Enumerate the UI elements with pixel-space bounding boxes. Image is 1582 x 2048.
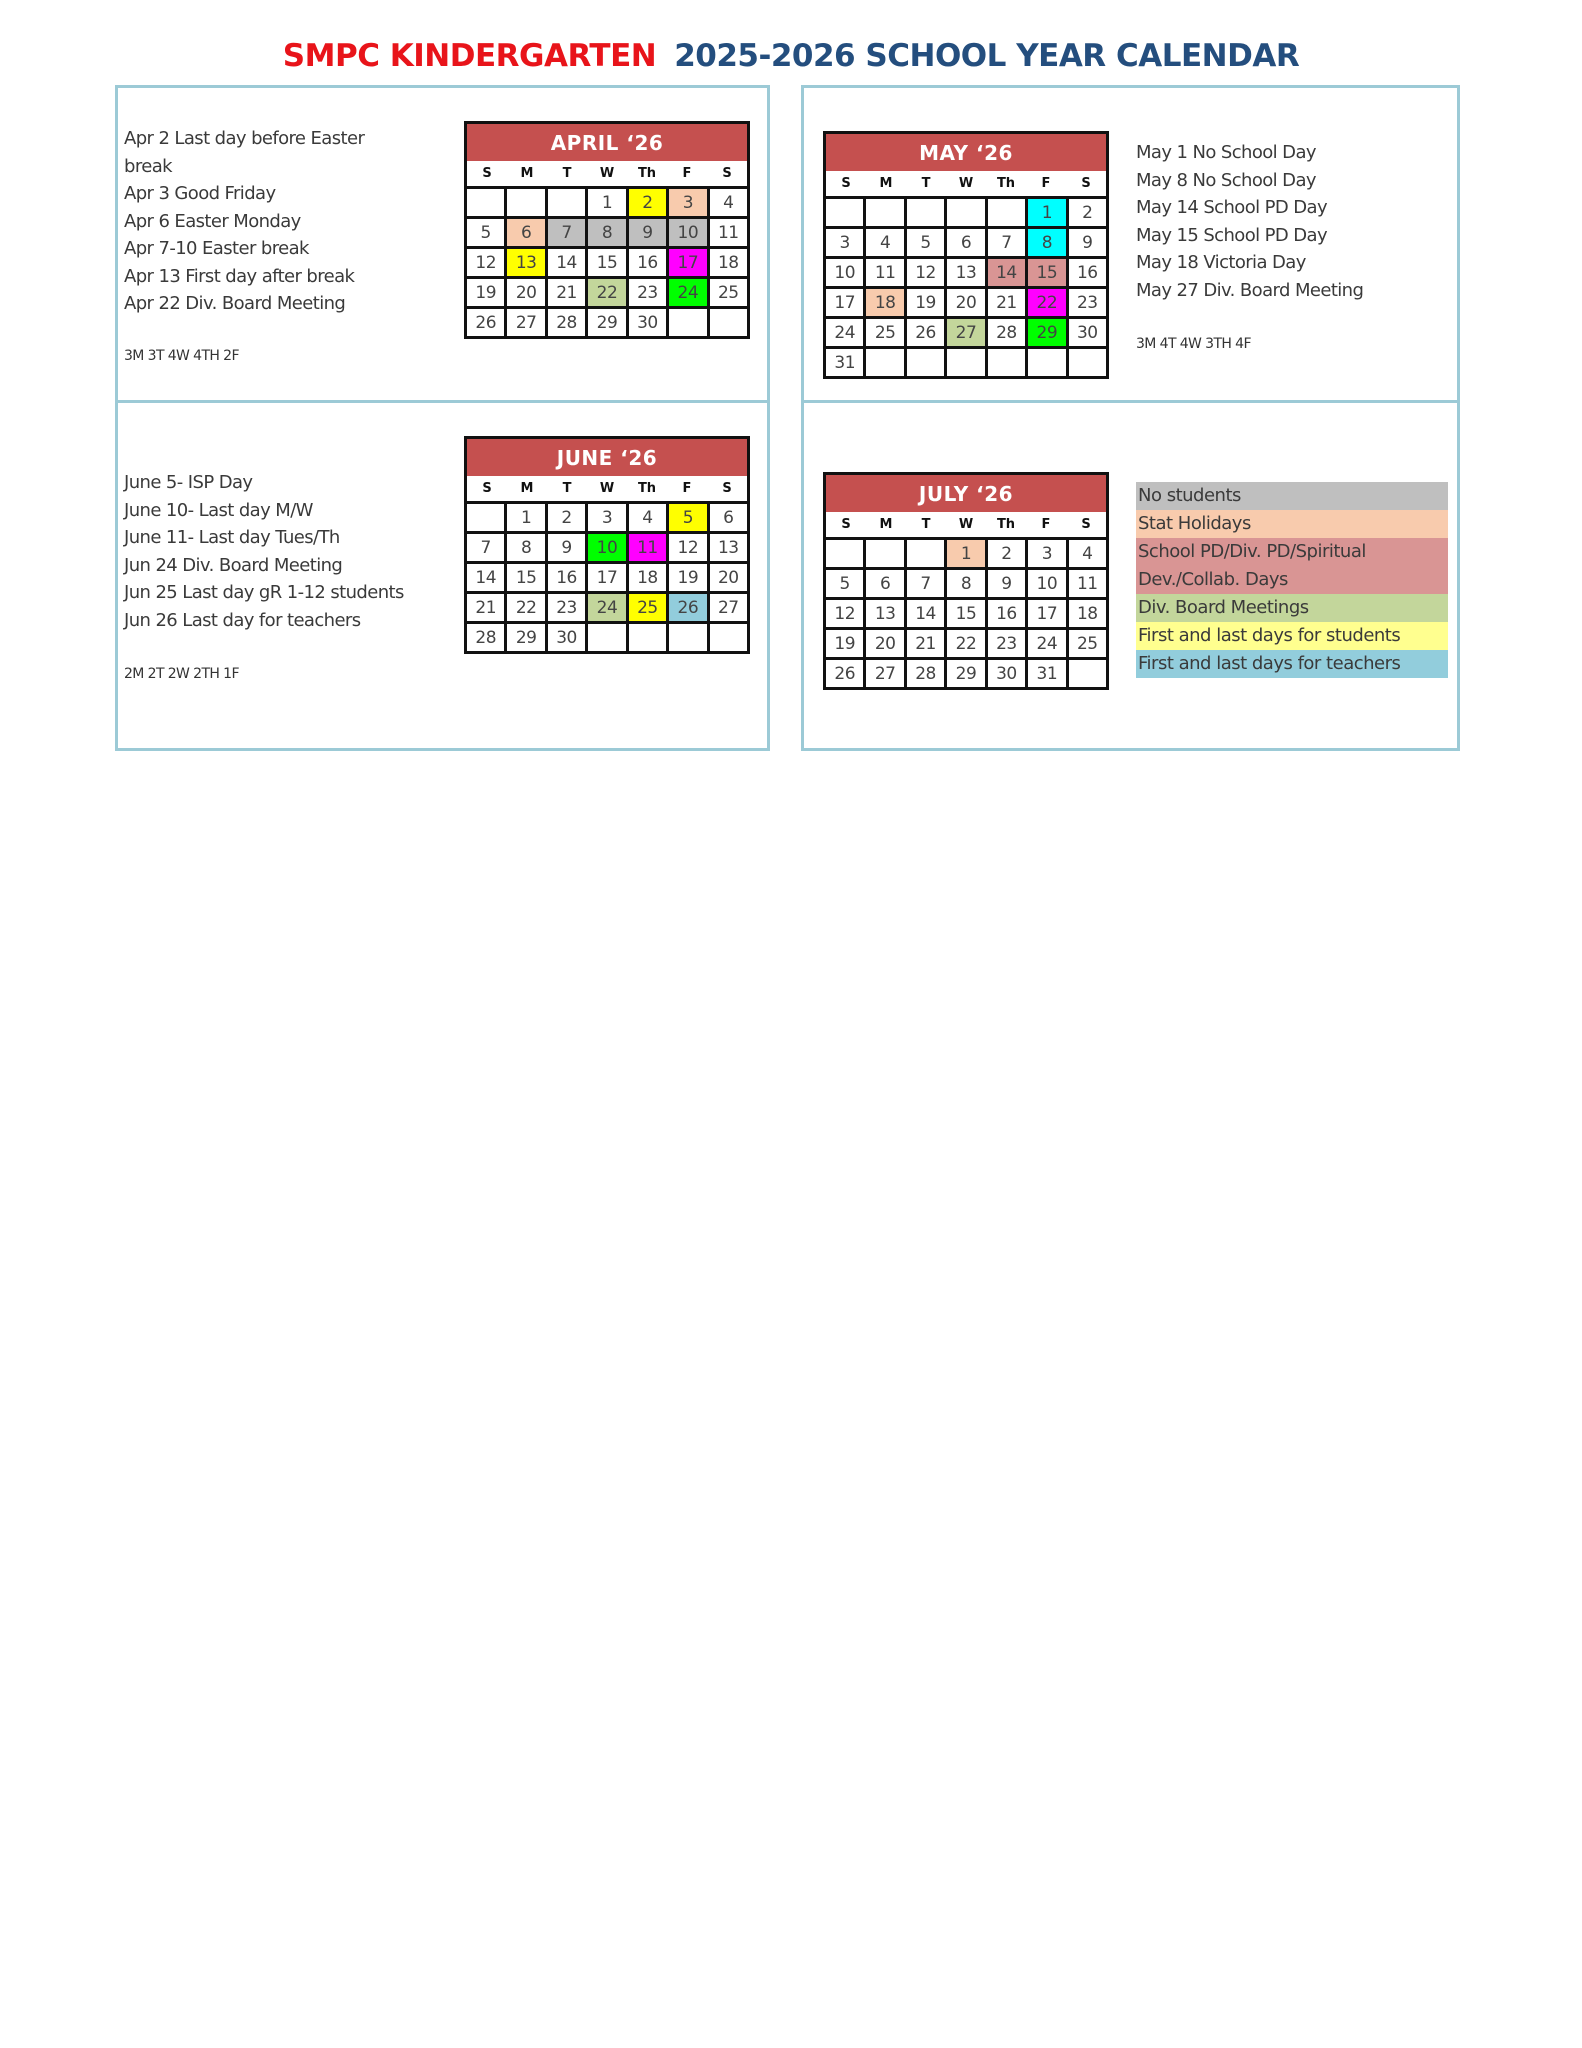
note-item: May 15 School PD Day [1136,224,1328,246]
day-cell: 31 [826,349,863,376]
weekday-label: Th [637,166,657,181]
weekday-label: Th [996,517,1016,532]
day-cell: 22 [588,279,625,306]
weekday-label: W [958,176,974,191]
day-cell: 10 [826,259,863,286]
day-cell: 20 [947,289,984,316]
day-cell: 31 [1028,660,1065,687]
color-legend [1136,482,1448,678]
day-cell: 23 [629,279,666,306]
note-item: May 1 No School Day [1136,142,1316,163]
day-cell: 14 [988,259,1025,286]
day-cell: 25 [1069,630,1106,657]
day-cell: 18 [866,289,903,316]
may-notes [1136,139,1363,304]
day-cell: 7 [907,570,944,597]
day-cell: 29 [947,660,984,687]
empty-day-cell [669,309,706,336]
weekday-label: M [879,176,893,191]
weekday-label: Th [637,481,657,496]
empty-day-cell [907,540,944,567]
day-cell: 6 [710,504,747,531]
empty-day-cell [907,349,944,376]
note-item: Apr 3 Good Friday [124,183,276,204]
empty-day-cell [669,624,706,651]
weekday-label: S [482,166,492,181]
day-cell: 13 [710,534,747,561]
day-cell: 16 [1069,259,1106,286]
day-cell: 1 [588,189,625,216]
empty-day-cell [629,624,666,651]
day-cell: 4 [710,189,747,216]
day-cell: 15 [947,600,984,627]
june-notes [124,469,404,634]
day-cell: 18 [629,564,666,591]
day-cell: 5 [907,229,944,256]
title-calendar-year: 2025-2026 SCHOOL YEAR CALENDAR [674,38,1300,74]
empty-day-cell [710,309,747,336]
weekday-label: F [682,166,692,181]
day-cell: 16 [629,249,666,276]
weekday-header [467,161,747,186]
day-cell: 5 [826,570,863,597]
weekday-label: W [958,517,974,532]
day-cell: 30 [1069,319,1106,346]
weekday-label: M [520,166,534,181]
day-cell: 12 [467,249,504,276]
day-cell: 15 [588,249,625,276]
note-item: Jun 26 Last day for teachers [124,609,361,631]
day-cell: 10 [669,219,706,246]
note-item: May 8 No School Day [1136,169,1316,191]
note-item: June 10- Last day M/W [124,499,313,521]
day-cell: 22 [1028,289,1065,316]
weekday-label: S [722,481,732,496]
day-cell: 7 [988,229,1025,256]
day-cell: 29 [1028,319,1065,346]
weekday-header [826,171,1106,196]
day-cell: 22 [507,594,544,621]
day-cell: 9 [988,570,1025,597]
day-cell: 24 [588,594,625,621]
day-cell: 1 [1028,199,1065,226]
day-cell: 13 [507,249,544,276]
day-cell: 17 [588,564,625,591]
day-cell: 1 [507,504,544,531]
day-cell: 23 [548,594,585,621]
legend-pd-days-line1: School PD/Div. PD/Spiritual [1136,538,1448,566]
weekday-header [826,512,1106,537]
note-item: May 27 Div. Board Meeting [1136,279,1364,301]
empty-day-cell [467,504,504,531]
day-grid [826,537,1106,687]
note-item: Apr 6 Easter Monday [124,210,301,232]
day-cell: 14 [467,564,504,591]
day-cell: 28 [548,309,585,336]
day-cell: 30 [988,660,1025,687]
weekday-label: F [1041,176,1051,191]
day-cell: 2 [548,504,585,531]
weekday-header [467,476,747,501]
day-cell: 3 [669,189,706,216]
day-cell: 23 [1069,289,1106,316]
note-item: June 11- Last day Tues/Th [124,527,340,548]
day-cell: 6 [947,229,984,256]
note-item: Jun 25 Last day gR 1-12 students [124,582,404,603]
weekday-label: Th [996,176,1016,191]
empty-day-cell [467,189,504,216]
day-cell: 6 [866,570,903,597]
empty-day-cell [866,349,903,376]
day-cell: 12 [907,259,944,286]
note-item: Jun 24 Div. Board Meeting [124,554,343,576]
empty-day-cell [507,189,544,216]
empty-day-cell [1028,349,1065,376]
day-cell: 28 [988,319,1025,346]
day-grid [826,196,1106,376]
day-cell: 8 [588,219,625,246]
calendar-june [464,436,750,654]
day-cell: 11 [629,534,666,561]
day-cell: 9 [548,534,585,561]
day-cell: 8 [1028,229,1065,256]
weekday-label: S [482,481,492,496]
weekday-label: T [562,481,572,496]
day-cell: 25 [629,594,666,621]
note-item: Apr 22 Div. Board Meeting [124,293,346,314]
empty-day-cell [548,189,585,216]
weekday-label: M [520,481,534,496]
day-cell: 26 [907,319,944,346]
day-cell: 16 [548,564,585,591]
day-cell: 28 [467,624,504,651]
empty-day-cell [826,199,863,226]
day-cell: 14 [907,600,944,627]
day-cell: 13 [866,600,903,627]
calendar-july [823,472,1109,690]
day-grid [467,186,747,336]
day-cell: 19 [467,279,504,306]
empty-day-cell [710,624,747,651]
weekday-label: S [841,176,851,191]
empty-day-cell [826,540,863,567]
calendar-month-title: JUNE ‘26 [467,439,747,476]
day-cell: 18 [1069,600,1106,627]
day-cell: 27 [866,660,903,687]
may-day-counts: 3M 4T 4W 3TH 4F [1136,336,1251,352]
day-cell: 3 [826,229,863,256]
day-cell: 17 [826,289,863,316]
day-cell: 5 [669,504,706,531]
empty-day-cell [866,199,903,226]
day-cell: 8 [507,534,544,561]
day-cell: 5 [467,219,504,246]
calendar-april [464,121,750,339]
day-cell: 16 [988,600,1025,627]
day-cell: 25 [866,319,903,346]
day-cell: 6 [507,219,544,246]
weekday-label: M [879,517,893,532]
day-cell: 1 [947,540,984,567]
day-cell: 7 [467,534,504,561]
day-cell: 24 [669,279,706,306]
day-cell: 8 [947,570,984,597]
day-cell: 23 [988,630,1025,657]
day-cell: 4 [629,504,666,531]
day-cell: 29 [507,624,544,651]
weekday-label: S [722,166,732,181]
empty-day-cell [988,349,1025,376]
day-cell: 4 [1069,540,1106,567]
day-cell: 11 [1069,570,1106,597]
note-item: break [124,155,172,177]
note-item: May 18 Victoria Day [1136,252,1306,273]
page-title [0,38,1582,74]
day-cell: 11 [866,259,903,286]
day-cell: 12 [826,600,863,627]
weekday-label: W [599,166,615,181]
weekday-label: F [682,481,692,496]
weekday-label: S [841,517,851,532]
day-cell: 24 [826,319,863,346]
legend-first-last-students: First and last days for students [1136,622,1448,650]
weekday-label: S [1081,517,1091,532]
day-cell: 26 [826,660,863,687]
day-cell: 18 [710,249,747,276]
day-cell: 2 [629,189,666,216]
calendar-month-title: APRIL ‘26 [467,124,747,161]
day-cell: 14 [548,249,585,276]
day-cell: 17 [669,249,706,276]
day-cell: 15 [507,564,544,591]
empty-day-cell [907,199,944,226]
empty-day-cell [947,349,984,376]
empty-day-cell [988,199,1025,226]
weekday-label: W [599,481,615,496]
day-cell: 19 [826,630,863,657]
day-cell: 10 [1028,570,1065,597]
legend-first-last-teachers: First and last days for teachers [1136,650,1448,678]
legend-stat-holidays: Stat Holidays [1136,510,1448,538]
day-cell: 15 [1028,259,1065,286]
april-day-counts: 3M 3T 4W 4TH 2F [124,348,239,364]
note-item: Apr 2 Last day before Easter [124,128,365,149]
weekday-label: T [921,176,931,191]
day-cell: 20 [507,279,544,306]
empty-day-cell [866,540,903,567]
note-item: May 14 School PD Day [1136,197,1328,218]
day-cell: 21 [907,630,944,657]
empty-day-cell [588,624,625,651]
day-cell: 2 [988,540,1025,567]
day-cell: 20 [866,630,903,657]
day-cell: 28 [907,660,944,687]
day-cell: 24 [1028,630,1065,657]
day-cell: 3 [1028,540,1065,567]
day-cell: 11 [710,219,747,246]
calendar-month-title: JULY ‘26 [826,475,1106,512]
day-cell: 21 [467,594,504,621]
june-day-counts: 2M 2T 2W 2TH 1F [124,666,239,682]
day-cell: 10 [588,534,625,561]
day-cell: 13 [947,259,984,286]
empty-day-cell [1069,349,1106,376]
day-cell: 26 [669,594,706,621]
empty-day-cell [947,199,984,226]
weekday-label: T [562,166,572,181]
weekday-label: F [1041,517,1051,532]
weekday-label: S [1081,176,1091,191]
day-cell: 4 [866,229,903,256]
day-cell: 27 [947,319,984,346]
title-school-name: SMPC KINDERGARTEN [282,38,657,74]
weekday-label: T [921,517,931,532]
day-cell: 12 [669,534,706,561]
day-cell: 22 [947,630,984,657]
day-cell: 9 [629,219,666,246]
day-cell: 9 [1069,229,1106,256]
legend-board-meetings: Div. Board Meetings [1136,594,1448,622]
day-cell: 26 [467,309,504,336]
day-cell: 21 [548,279,585,306]
day-cell: 17 [1028,600,1065,627]
day-cell: 19 [669,564,706,591]
empty-day-cell [1069,660,1106,687]
calendar-may [823,131,1109,379]
day-cell: 3 [588,504,625,531]
day-cell: 29 [588,309,625,336]
note-item: Apr 13 First day after break [124,265,355,287]
day-cell: 27 [507,309,544,336]
day-cell: 2 [1069,199,1106,226]
day-grid [467,501,747,651]
calendar-month-title: MAY ‘26 [826,134,1106,171]
legend-no-students: No students [1136,482,1448,510]
day-cell: 21 [988,289,1025,316]
legend-pd-days-line2: Dev./Collab. Days [1136,566,1448,594]
day-cell: 19 [907,289,944,316]
day-cell: 30 [548,624,585,651]
april-notes [124,125,364,318]
day-cell: 20 [710,564,747,591]
day-cell: 30 [629,309,666,336]
note-item: June 5- ISP Day [124,472,253,493]
day-cell: 27 [710,594,747,621]
note-item: Apr 7-10 Easter break [124,238,309,259]
day-cell: 7 [548,219,585,246]
day-cell: 25 [710,279,747,306]
